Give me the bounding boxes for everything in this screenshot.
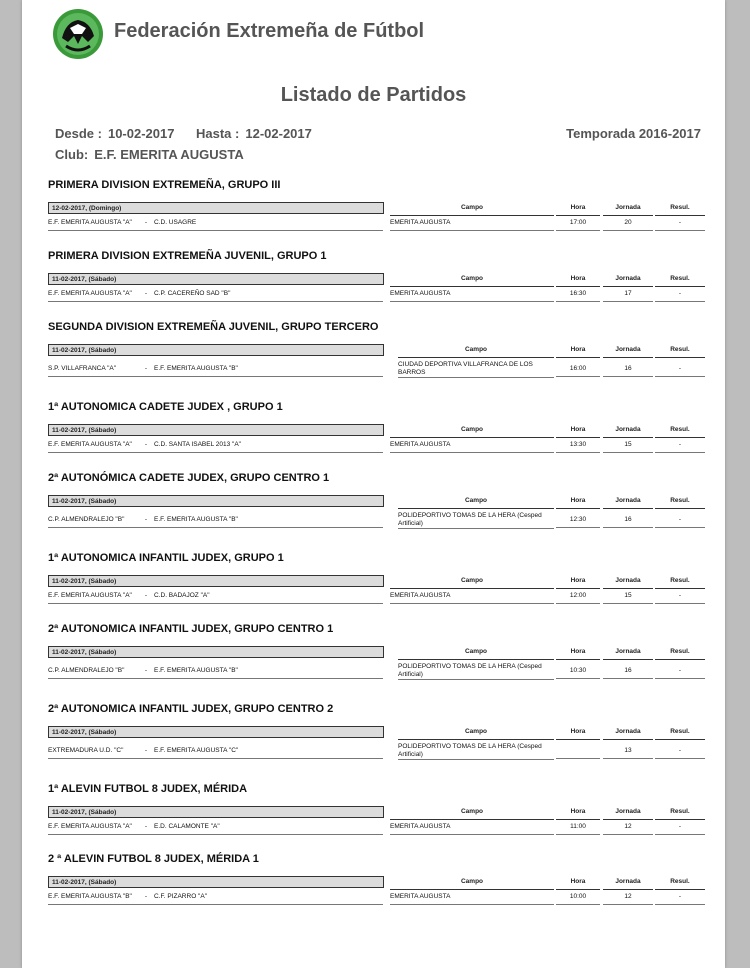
away-team: E.F. EMERITA AUGUSTA "B": [154, 365, 238, 372]
season: Temporada 2016-2017: [566, 126, 701, 141]
away-team: E.F. EMERITA AUGUSTA "B": [154, 516, 238, 523]
column-header-hora: Hora: [556, 728, 600, 740]
competition-section: [48, 853, 708, 906]
home-team: E.F. EMERITA AUGUSTA "A": [48, 219, 132, 226]
result: -: [655, 441, 705, 453]
team-separator: -: [144, 667, 148, 674]
field-name: POLIDEPORTIVO TOMAS DE LA HERA (Cesped Artificial): [398, 743, 554, 760]
home-team: C.P. ALMENDRALEJO "B": [48, 667, 125, 674]
away-team: E.D. CALAMONTE "A": [154, 823, 220, 830]
competition-title: 1ª ALEVIN FUTBOL 8 JUDEX, MÉRIDA: [48, 783, 248, 795]
column-header-campo: Campo: [390, 426, 554, 438]
matchday: 20: [603, 219, 653, 231]
home-team: E.F. EMERITA AUGUSTA "B": [48, 893, 132, 900]
competition-section: [48, 321, 708, 380]
table-row: [48, 591, 708, 605]
match-teams: [48, 365, 383, 377]
competition-section: [48, 783, 708, 836]
result: -: [655, 290, 705, 302]
match-teams: [48, 219, 383, 231]
column-header-campo: Campo: [398, 497, 554, 509]
match-date: 11-02-2017, (Sábado): [48, 646, 384, 658]
result: -: [655, 219, 705, 231]
column-header-hora: Hora: [556, 577, 600, 589]
team-separator: -: [144, 893, 148, 900]
table-header: [48, 575, 708, 589]
result: -: [655, 592, 705, 604]
matchday: 16: [603, 365, 653, 377]
table-header: [48, 726, 708, 740]
column-header-campo: Campo: [398, 728, 554, 740]
match-time: 17:00: [556, 219, 600, 231]
competition-title: 2ª AUTONOMICA INFANTIL JUDEX, GRUPO CENTRO 1: [48, 623, 334, 635]
column-header-jornada: Jornada: [603, 878, 653, 890]
match-time: 10:00: [556, 893, 600, 905]
home-team: E.F. EMERITA AUGUSTA "A": [48, 290, 132, 297]
table-row: [48, 822, 708, 836]
column-header-hora: Hora: [556, 204, 600, 216]
table-row: [48, 662, 708, 682]
document-title: Listado de Partidos: [280, 84, 467, 106]
column-header-campo: Campo: [390, 878, 554, 890]
match-time: 16:30: [556, 290, 600, 302]
matchday: 15: [603, 592, 653, 604]
table-header: [48, 202, 708, 216]
table-header: [48, 495, 708, 509]
column-header-jornada: Jornada: [603, 346, 653, 358]
field-name: EMERITA AUGUSTA: [390, 893, 554, 905]
match-teams: [48, 667, 383, 679]
matchday: 12: [603, 893, 653, 905]
table-row: [48, 511, 708, 531]
result: -: [655, 516, 705, 528]
table-row: [48, 289, 708, 303]
hasta-label: Hasta :: [196, 126, 240, 141]
home-team: EXTREMADURA U.D. "C": [48, 747, 124, 754]
column-header-jornada: Jornada: [603, 275, 653, 287]
competition-section: [48, 703, 708, 762]
home-team: S.P. VILLAFRANCA "A": [48, 365, 117, 372]
competition-section: [48, 472, 708, 531]
match-time: 11:00: [556, 823, 600, 835]
match-date: 11-02-2017, (Sábado): [48, 726, 384, 738]
away-team: C.D. SANTA ISABEL 2013 "A": [154, 441, 241, 448]
table-header: [48, 344, 708, 358]
matchday: 17: [603, 290, 653, 302]
federation-logo: [52, 8, 104, 60]
home-team: E.F. EMERITA AUGUSTA "A": [48, 592, 132, 599]
desde-label: Desde :: [55, 126, 102, 141]
match-date: 11-02-2017, (Sábado): [48, 575, 384, 587]
table-row: [48, 218, 708, 232]
matchday: 16: [603, 667, 653, 679]
organization-name: Federación Extremeña de Fútbol: [114, 20, 425, 42]
field-name: EMERITA AUGUSTA: [390, 441, 554, 453]
field-name: EMERITA AUGUSTA: [390, 823, 554, 835]
team-separator: -: [144, 823, 148, 830]
result: -: [655, 747, 705, 759]
match-teams: [48, 747, 383, 759]
date-range-from: [55, 126, 174, 141]
column-header-resul: Resul.: [655, 577, 705, 589]
column-header-campo: Campo: [390, 275, 554, 287]
club-label: Club:: [55, 147, 89, 162]
match-time: 10:30: [556, 667, 600, 679]
column-header-hora: Hora: [556, 275, 600, 287]
result: -: [655, 667, 705, 679]
desde-value: 10-02-2017: [107, 126, 175, 141]
column-header-campo: Campo: [390, 204, 554, 216]
match-teams: [48, 516, 383, 528]
competition-section: [48, 552, 708, 605]
club-value: E.F. EMERITA AUGUSTA: [94, 147, 244, 162]
table-header: [48, 806, 708, 820]
team-separator: -: [144, 290, 148, 297]
away-team: C.D. USAGRE: [154, 219, 197, 226]
column-header-resul: Resul.: [655, 878, 705, 890]
match-time: [556, 747, 600, 759]
result: -: [655, 365, 705, 377]
away-team: C.F. PIZARRO "A": [154, 893, 208, 900]
column-header-campo: Campo: [398, 648, 554, 660]
field-name: EMERITA AUGUSTA: [390, 592, 554, 604]
result: -: [655, 823, 705, 835]
table-row: [48, 742, 708, 762]
competition-title: PRIMERA DIVISION EXTREMEÑA, GRUPO III: [48, 179, 281, 191]
team-separator: -: [144, 747, 148, 754]
column-header-resul: Resul.: [655, 497, 705, 509]
matchday: 12: [603, 823, 653, 835]
column-header-hora: Hora: [556, 648, 600, 660]
table-header: [48, 424, 708, 438]
match-time: 13:30: [556, 441, 600, 453]
competition-section: [48, 401, 708, 454]
match-date: 11-02-2017, (Sábado): [48, 806, 384, 818]
match-teams: [48, 592, 383, 604]
competition-title: 1ª AUTONOMICA INFANTIL JUDEX, GRUPO 1: [48, 552, 284, 564]
competition-title: 2 ª ALEVIN FUTBOL 8 JUDEX, MÉRIDA 1: [48, 853, 259, 865]
match-date: 11-02-2017, (Sábado): [48, 876, 384, 888]
matchday: 13: [603, 747, 653, 759]
competition-title: 2ª AUTONÓMICA CADETE JUDEX, GRUPO CENTRO 1: [48, 472, 330, 484]
table-header: [48, 646, 708, 660]
column-header-jornada: Jornada: [603, 577, 653, 589]
away-team: E.F. EMERITA AUGUSTA "B": [154, 667, 238, 674]
team-separator: -: [144, 365, 148, 372]
hasta-value: 12-02-2017: [245, 126, 312, 141]
competition-title: 2ª AUTONOMICA INFANTIL JUDEX, GRUPO CENTRO 2: [48, 703, 334, 715]
field-name: CIUDAD DEPORTIVA VILLAFRANCA DE LOS BARROS: [398, 361, 554, 378]
column-header-resul: Resul.: [655, 808, 705, 820]
column-header-campo: Campo: [398, 346, 554, 358]
column-header-hora: Hora: [556, 878, 600, 890]
column-header-jornada: Jornada: [603, 426, 653, 438]
column-header-hora: Hora: [556, 426, 600, 438]
column-header-resul: Resul.: [655, 346, 705, 358]
matchday: 16: [603, 516, 653, 528]
table-header: [48, 876, 708, 890]
competition-section: [48, 179, 708, 232]
column-header-hora: Hora: [556, 346, 600, 358]
match-time: 16:00: [556, 365, 600, 377]
team-separator: -: [144, 219, 148, 226]
column-header-hora: Hora: [556, 497, 600, 509]
team-separator: -: [144, 592, 148, 599]
competition-title: 1ª AUTONOMICA CADETE JUDEX , GRUPO 1: [48, 401, 283, 413]
field-name: EMERITA AUGUSTA: [390, 219, 554, 231]
match-time: 12:00: [556, 592, 600, 604]
competition-section: [48, 250, 708, 303]
table-row: [48, 360, 708, 380]
column-header-jornada: Jornada: [603, 648, 653, 660]
team-separator: -: [144, 516, 148, 523]
column-header-campo: Campo: [390, 808, 554, 820]
column-header-campo: Campo: [390, 577, 554, 589]
home-team: C.P. ALMENDRALEJO "B": [48, 516, 125, 523]
field-name: POLIDEPORTIVO TOMAS DE LA HERA (Cesped Artificial): [398, 663, 554, 680]
match-date: 11-02-2017, (Sábado): [48, 495, 384, 507]
result: -: [655, 893, 705, 905]
column-header-hora: Hora: [556, 808, 600, 820]
matchday: 15: [603, 441, 653, 453]
column-header-jornada: Jornada: [603, 204, 653, 216]
match-teams: [48, 823, 383, 835]
match-date: 11-02-2017, (Sábado): [48, 273, 384, 285]
column-header-jornada: Jornada: [603, 808, 653, 820]
competition-title: PRIMERA DIVISION EXTREMEÑA JUVENIL, GRUPO 1: [48, 250, 327, 262]
column-header-jornada: Jornada: [603, 728, 653, 740]
column-header-resul: Resul.: [655, 275, 705, 287]
team-separator: -: [144, 441, 148, 448]
home-team: E.F. EMERITA AUGUSTA "A": [48, 441, 132, 448]
match-teams: [48, 441, 383, 453]
match-date: 11-02-2017, (Sábado): [48, 424, 384, 436]
match-teams: [48, 893, 383, 905]
match-date: 12-02-2017, (Domingo): [48, 202, 384, 214]
column-header-resul: Resul.: [655, 204, 705, 216]
table-row: [48, 892, 708, 906]
column-header-jornada: Jornada: [603, 497, 653, 509]
date-range-to: [196, 126, 312, 141]
away-team: C.D. BADAJOZ "A": [154, 592, 210, 599]
competition-title: SEGUNDA DIVISION EXTREMEÑA JUVENIL, GRUPO TERCERO: [48, 321, 379, 333]
match-teams: [48, 290, 383, 302]
match-date: 11-02-2017, (Sábado): [48, 344, 384, 356]
away-team: E.F. EMERITA AUGUSTA "C": [154, 747, 239, 754]
table-row: [48, 440, 708, 454]
away-team: C.P. CACEREÑO SAD "B": [154, 290, 231, 297]
home-team: E.F. EMERITA AUGUSTA "A": [48, 823, 132, 830]
column-header-resul: Resul.: [655, 728, 705, 740]
column-header-resul: Resul.: [655, 648, 705, 660]
club-info: [55, 147, 244, 162]
document-page: [22, 0, 725, 968]
table-header: [48, 273, 708, 287]
field-name: POLIDEPORTIVO TOMAS DE LA HERA (Cesped Artificial): [398, 512, 554, 529]
column-header-resul: Resul.: [655, 426, 705, 438]
field-name: EMERITA AUGUSTA: [390, 290, 554, 302]
competition-section: [48, 623, 708, 682]
match-time: 12:30: [556, 516, 600, 528]
